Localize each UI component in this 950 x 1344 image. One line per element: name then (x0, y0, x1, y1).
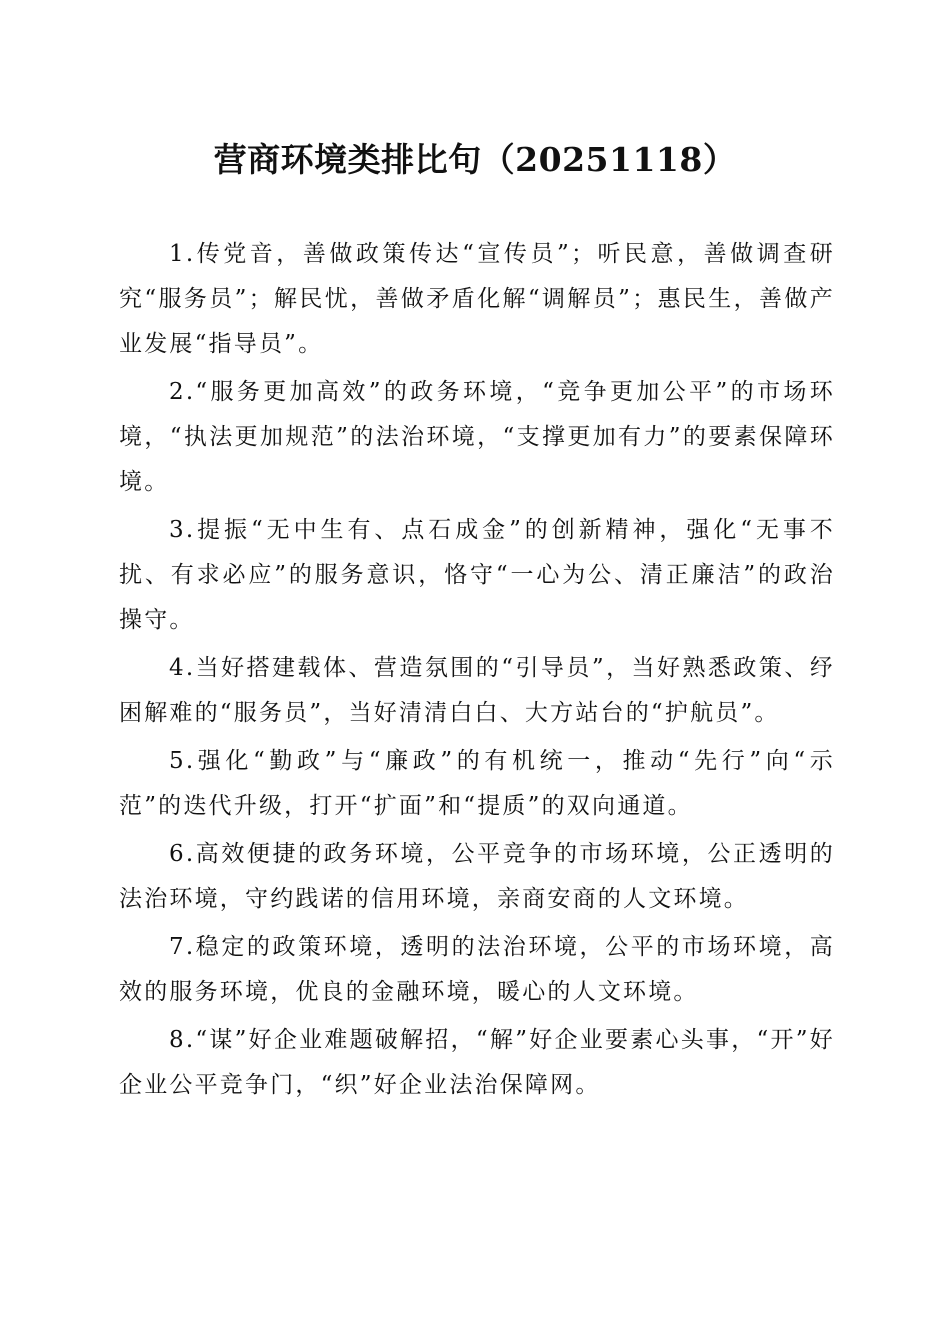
paragraph-4 (119, 646, 835, 736)
paragraph-text: 传党音，善做政策传达“宣传员”；听民意，善做调查研究“服务员”；解民忧，善做矛盾化解“调解员”；惠民生，善做产业发展“指导员”。 (119, 241, 835, 357)
paragraph-1 (119, 232, 835, 367)
paragraph-text: 提振“无中生有、点石成金”的创新精神，强化“无事不扰、有求必应”的服务意识，恪守“一心为公、清正廉洁”的政治操守。 (119, 517, 835, 633)
paragraph-number: 8. (169, 1027, 196, 1053)
paragraph-2 (119, 370, 835, 505)
paragraph-text: 高效便捷的政务环境，公平竞争的市场环境，公正透明的法治环境，守约践诺的信用环境，亲商安商的人文环境。 (119, 841, 835, 912)
paragraph-text: 当好搭建载体、营造氛围的“引导员”，当好熟悉政策、纾困解难的“服务员”，当好清清白白、大方站台的“护航员”。 (119, 655, 835, 726)
document-title: 营商环境类排比句（20251118） (213, 140, 737, 179)
document-body (119, 232, 835, 1111)
paragraph-number: 6. (169, 841, 196, 867)
paragraph-6 (119, 832, 835, 922)
paragraph-number: 5. (169, 748, 196, 774)
paragraph-number: 1. (169, 241, 196, 267)
paragraph-number: 7. (169, 934, 196, 960)
paragraph-7 (119, 925, 835, 1015)
paragraph-text: 强化“勤政”与“廉政”的有机统一，推动“先行”向“示范”的迭代升级，打开“扩面”和“提质”的双向通道。 (119, 748, 835, 819)
paragraph-5 (119, 739, 835, 829)
paragraph-3 (119, 508, 835, 643)
paragraph-8 (119, 1018, 835, 1108)
paragraph-text: “谋”好企业难题破解招，“解”好企业要素心头事，“开”好企业公平竞争门，“织”好企业法治保障网。 (119, 1027, 835, 1098)
paragraph-text: 稳定的政策环境，透明的法治环境，公平的市场环境，高效的服务环境，优良的金融环境，暖心的人文环境。 (119, 934, 835, 1005)
paragraph-text: “服务更加高效”的政务环境，“竞争更加公平”的市场环境，“执法更加规范”的法治环境，“支撑更加有力”的要素保障环境。 (119, 379, 835, 495)
paragraph-number: 4. (169, 655, 196, 681)
paragraph-number: 3. (169, 517, 196, 543)
paragraph-number: 2. (169, 379, 196, 405)
